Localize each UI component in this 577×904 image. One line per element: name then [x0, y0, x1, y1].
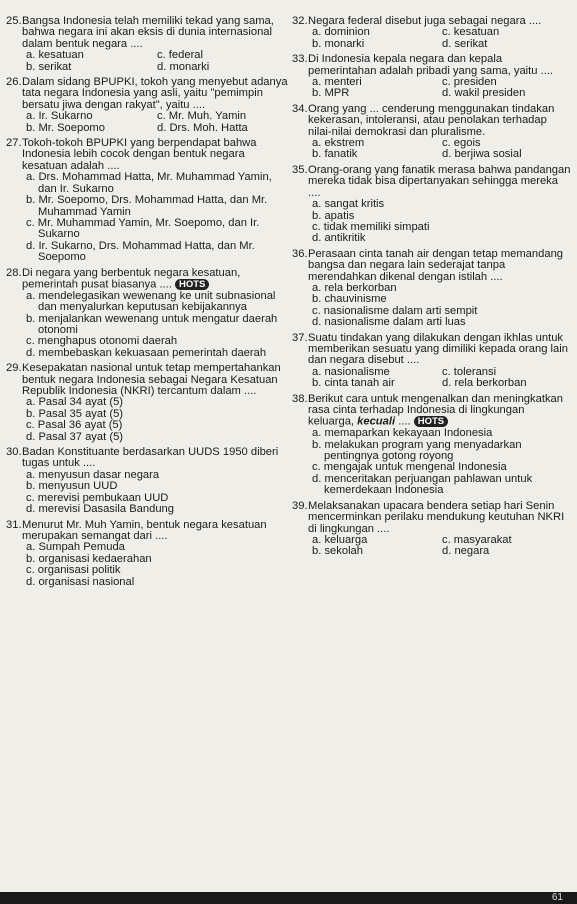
question	[6, 268, 288, 360]
question-number: 27.	[6, 137, 22, 150]
options-list	[6, 172, 288, 263]
answer-option[interactable]: d. organisasi nasional	[26, 575, 135, 588]
question-number: 29.	[6, 362, 22, 375]
question-text-wrap	[22, 520, 288, 543]
answer-option[interactable]: d. negara	[442, 545, 490, 558]
question-stem	[292, 54, 572, 77]
question-number: 33.	[292, 53, 308, 66]
answer-option[interactable]: b. apatis	[312, 209, 355, 222]
answer-option[interactable]: d. Pasal 37 ayat (5)	[26, 430, 124, 443]
answer-option[interactable]: d. wakil presiden	[442, 87, 526, 100]
question-stem	[292, 249, 572, 283]
options-list	[292, 428, 572, 496]
question-text: Suatu tindakan yang dilakukan dengan ikhlas untuk memberikan sesuatu yang dimiliki kepada orang lain dan negara disebut ....	[308, 331, 568, 367]
answer-option[interactable]: a. nasionalisme	[312, 365, 390, 378]
question-text-wrap	[308, 54, 572, 77]
answer-option[interactable]: b. menyusun UUD	[26, 480, 118, 493]
options-list	[6, 111, 288, 134]
question-text-wrap	[22, 447, 288, 470]
answer-option[interactable]: c. Pasal 36 ayat (5)	[26, 419, 123, 432]
answer-option[interactable]: d. Drs. Moh. Hatta	[157, 121, 248, 134]
answer-option[interactable]: a. menteri	[312, 76, 362, 89]
options-list	[292, 283, 572, 329]
answer-option[interactable]: c. toleransi	[442, 365, 497, 378]
answer-option[interactable]: a. dominion	[312, 26, 370, 39]
answer-option[interactable]: b. sekolah	[312, 545, 363, 558]
options-list	[292, 138, 572, 161]
question	[6, 363, 288, 443]
question-text-wrap	[22, 138, 288, 172]
left-column	[6, 16, 288, 592]
question	[6, 520, 288, 588]
answer-option[interactable]: c. Mr. Muh. Yamin	[157, 110, 247, 123]
answer-option[interactable]: c. mengajak untuk mengenal Indonesia	[312, 461, 507, 474]
answer-option[interactable]: c. kesatuan	[442, 26, 500, 39]
question-text: Bangsa Indonesia telah memiliki tekad yang sama, bahwa negara ini akan eksis di dunia internasional dalam bentuk negara ....	[22, 15, 274, 50]
answer-option[interactable]: c. egois	[442, 137, 481, 150]
question-number: 35.	[292, 163, 308, 176]
question-text: Orang-orang yang fanatik merasa bahwa pandangan mereka tidak bisa dipertanyakan sehingga mereka ....	[308, 163, 571, 199]
options-list	[292, 535, 572, 558]
question-text-wrap	[308, 165, 572, 199]
answer-option[interactable]: a. Drs. Mohammad Hatta, Mr. Muhammad Yamin, dan Ir. Sukarno	[26, 171, 272, 195]
answer-option[interactable]: a. sangat kritis	[312, 198, 385, 211]
answer-option[interactable]: d. Ir. Sukarno, Drs. Mohammad Hatta, dan Mr. Soepomo	[26, 239, 255, 264]
answer-option[interactable]: a. keluarga	[312, 533, 368, 546]
question-number: 37.	[292, 331, 308, 344]
answer-option[interactable]: b. fanatik	[312, 148, 358, 161]
answer-option[interactable]: b. MPR	[312, 87, 350, 100]
question-number: 34.	[292, 102, 308, 115]
question-text-wrap	[308, 104, 572, 138]
answer-option[interactable]: d. berjiwa sosial	[442, 148, 522, 161]
question-text: Tokoh-tokoh BPUPKI yang berpendapat bahwa Indonesia lebih cocok dengan bentuk negara kesatuan adalah ....	[22, 137, 257, 172]
right-column	[292, 16, 572, 562]
answer-option[interactable]: c. presiden	[442, 76, 497, 89]
page-number: 61	[551, 892, 563, 903]
question-stem	[6, 447, 288, 470]
question	[292, 165, 572, 245]
question-stem	[292, 333, 572, 367]
question	[292, 16, 572, 50]
question-stem	[6, 268, 288, 291]
question-tail: ....	[398, 415, 411, 428]
question-text: Kesepakatan nasional untuk tetap mempertahankan bentuk negara Indonesia sebagai Negara Kesatuan Republik Indonesia (NKRI) tercantum dalam ....	[22, 362, 281, 398]
question-stem	[292, 501, 572, 535]
footer-bar	[0, 892, 577, 904]
question	[292, 249, 572, 329]
question-text: Badan Konstituante berdasarkan UUDS 1950 diberi tugas untuk ....	[22, 446, 279, 470]
question-text: Di negara yang berbentuk negara kesatuan, pemerintah pusat biasanya ....	[22, 266, 241, 291]
question-text: Melaksanakan upacara bendera setiap hari Senin mencerminkan perilaku mendukung keutuhan NKRI di lingkungan ....	[308, 499, 565, 535]
question-text: Orang yang ... cenderung menggunakan tindakan kekerasan, intoleransi, atau penolakan terhadap nilai-nilai demokrasi dan pluralisme.	[308, 102, 555, 138]
answer-option[interactable]: d. antikritik	[312, 232, 366, 245]
question-emphasis: kecuali	[357, 415, 396, 428]
question	[292, 54, 572, 100]
options-list	[292, 367, 572, 390]
answer-option[interactable]: d. merevisi Dasasila Bandung	[26, 503, 174, 516]
options-list	[6, 542, 288, 588]
question-number: 31.	[6, 518, 22, 531]
question-text: Negara federal disebut juga sebagai negara ....	[308, 15, 542, 27]
question-number: 39.	[292, 499, 308, 512]
answer-option[interactable]: a. Sumpah Pemuda	[26, 541, 125, 554]
answer-option[interactable]: b. Mr. Soepomo	[26, 121, 105, 134]
question-text: Dalam sidang BPUPKI, tokoh yang menyebut adanya tata negara Indonesia yang asli, yaitu "pemimpin bersatu jiwa dengan rakyat", yaitu ....	[22, 76, 288, 111]
answer-option[interactable]: a. rela berkorban	[312, 281, 397, 294]
question	[292, 501, 572, 558]
question	[292, 394, 572, 497]
question-text-wrap	[308, 501, 572, 535]
answer-option[interactable]: b. menjalankan wewenang untuk mengatur daerah otonomi	[26, 312, 278, 337]
question-text: Perasaan cinta tanah air dengan tetap memandang bangsa dan negara lain sederajat tanpa merendahkan dikenal dengan istilah ....	[308, 247, 564, 283]
answer-option[interactable]: c. menghapus otonomi daerah	[26, 335, 178, 348]
options-list	[6, 291, 288, 359]
question-stem	[6, 138, 288, 172]
options-list	[6, 50, 288, 73]
answer-option[interactable]: a. memaparkan kekayaan Indonesia	[312, 427, 493, 440]
answer-option[interactable]: c. tidak memiliki simpati	[312, 220, 430, 233]
question-stem	[6, 16, 288, 50]
question-number: 38.	[292, 392, 308, 405]
answer-option[interactable]: d. nasionalisme dalam arti luas	[312, 316, 466, 329]
question-number: 30.	[6, 446, 22, 459]
answer-option[interactable]: d. menceritakan perjuangan pahlawan untuk kemerdekaan Indonesia	[312, 472, 533, 497]
answer-option[interactable]: a. Pasal 34 ayat (5)	[26, 396, 124, 409]
answer-option[interactable]: c. masyarakat	[442, 533, 512, 546]
question	[6, 138, 288, 263]
answer-option[interactable]: b. serikat	[26, 60, 72, 73]
question-stem	[292, 104, 572, 138]
answer-option[interactable]: d. monarki	[157, 60, 210, 73]
question-text-wrap	[22, 268, 288, 291]
question	[292, 104, 572, 161]
answer-option[interactable]: b. cinta tanah air	[312, 377, 395, 390]
question-number: 36.	[292, 247, 308, 260]
answer-option[interactable]: c. federal	[157, 49, 204, 62]
answer-option[interactable]: b. organisasi kedaerahan	[26, 552, 152, 565]
answer-option[interactable]: a. ekstrem	[312, 137, 365, 150]
answer-option[interactable]: c. merevisi pembukaan UUD	[26, 491, 169, 504]
question-text: Berikut cara untuk mengenalkan dan meningkatkan rasa cinta terhadap Indonesia di lingkungan keluarga,	[308, 392, 563, 428]
options-list	[292, 199, 572, 245]
answer-option[interactable]: c. nasionalisme dalam arti sempit	[312, 304, 478, 317]
question	[292, 333, 572, 390]
question-number: 32.	[292, 15, 308, 27]
question-text-wrap	[308, 333, 572, 367]
question-text: Menurut Mr. Muh Yamin, bentuk negara kesatuan merupakan semangat dari ....	[22, 518, 267, 542]
options-list	[292, 27, 572, 50]
answer-option[interactable]: a. kesatuan	[26, 49, 84, 62]
question-stem	[6, 77, 288, 111]
answer-option[interactable]: d. membebaskan kekuasaan pemerintah daerah	[26, 346, 267, 359]
options-list	[6, 397, 288, 443]
answer-option[interactable]: b. melakukan program yang menyadarkan pentingnya gotong royong	[312, 438, 522, 463]
question	[6, 77, 288, 134]
options-list	[6, 470, 288, 516]
answer-option[interactable]: b. Mr. Soepomo, Drs. Mohammad Hatta, dan Mr. Muhammad Yamin	[26, 194, 268, 218]
question-stem	[6, 520, 288, 543]
hots-badge: HOTS	[414, 416, 448, 427]
answer-option[interactable]: d. serikat	[442, 37, 488, 50]
answer-option[interactable]: b. Pasal 35 ayat (5)	[26, 407, 124, 420]
question-text-wrap	[308, 249, 572, 283]
question-stem	[292, 394, 572, 429]
question-text: Di Indonesia kepala negara dan kepala pemerintahan adalah pribadi yang sama, yaitu ....	[308, 53, 554, 77]
question-text-wrap	[308, 394, 572, 429]
question-text-wrap	[22, 77, 288, 111]
answer-option[interactable]: a. mendelegasikan wewenang ke unit subnasional dan menyalurkan keputusan kebijakannya	[26, 289, 276, 314]
question	[6, 447, 288, 515]
answer-option[interactable]: d. rela berkorban	[442, 377, 527, 390]
answer-option[interactable]: c. Mr. Muhammad Yamin, Mr. Soepomo, dan Ir. Sukarno	[26, 216, 260, 241]
answer-option[interactable]: c. organisasi politik	[26, 564, 121, 577]
hots-badge: HOTS	[175, 279, 209, 290]
answer-option[interactable]: b. chauvinisme	[312, 293, 387, 306]
answer-option[interactable]: a. menyusun dasar negara	[26, 468, 160, 481]
answer-option[interactable]: b. monarki	[312, 37, 365, 50]
question-number: 26.	[6, 76, 22, 89]
question-number: 28.	[6, 266, 22, 279]
question	[6, 16, 288, 73]
question-number: 25.	[6, 15, 22, 27]
options-list	[292, 77, 572, 100]
question-stem	[292, 165, 572, 199]
question-text-wrap	[22, 16, 288, 50]
question-stem	[6, 363, 288, 397]
answer-option[interactable]: a. Ir. Sukarno	[26, 110, 93, 123]
question-text-wrap	[22, 363, 288, 397]
